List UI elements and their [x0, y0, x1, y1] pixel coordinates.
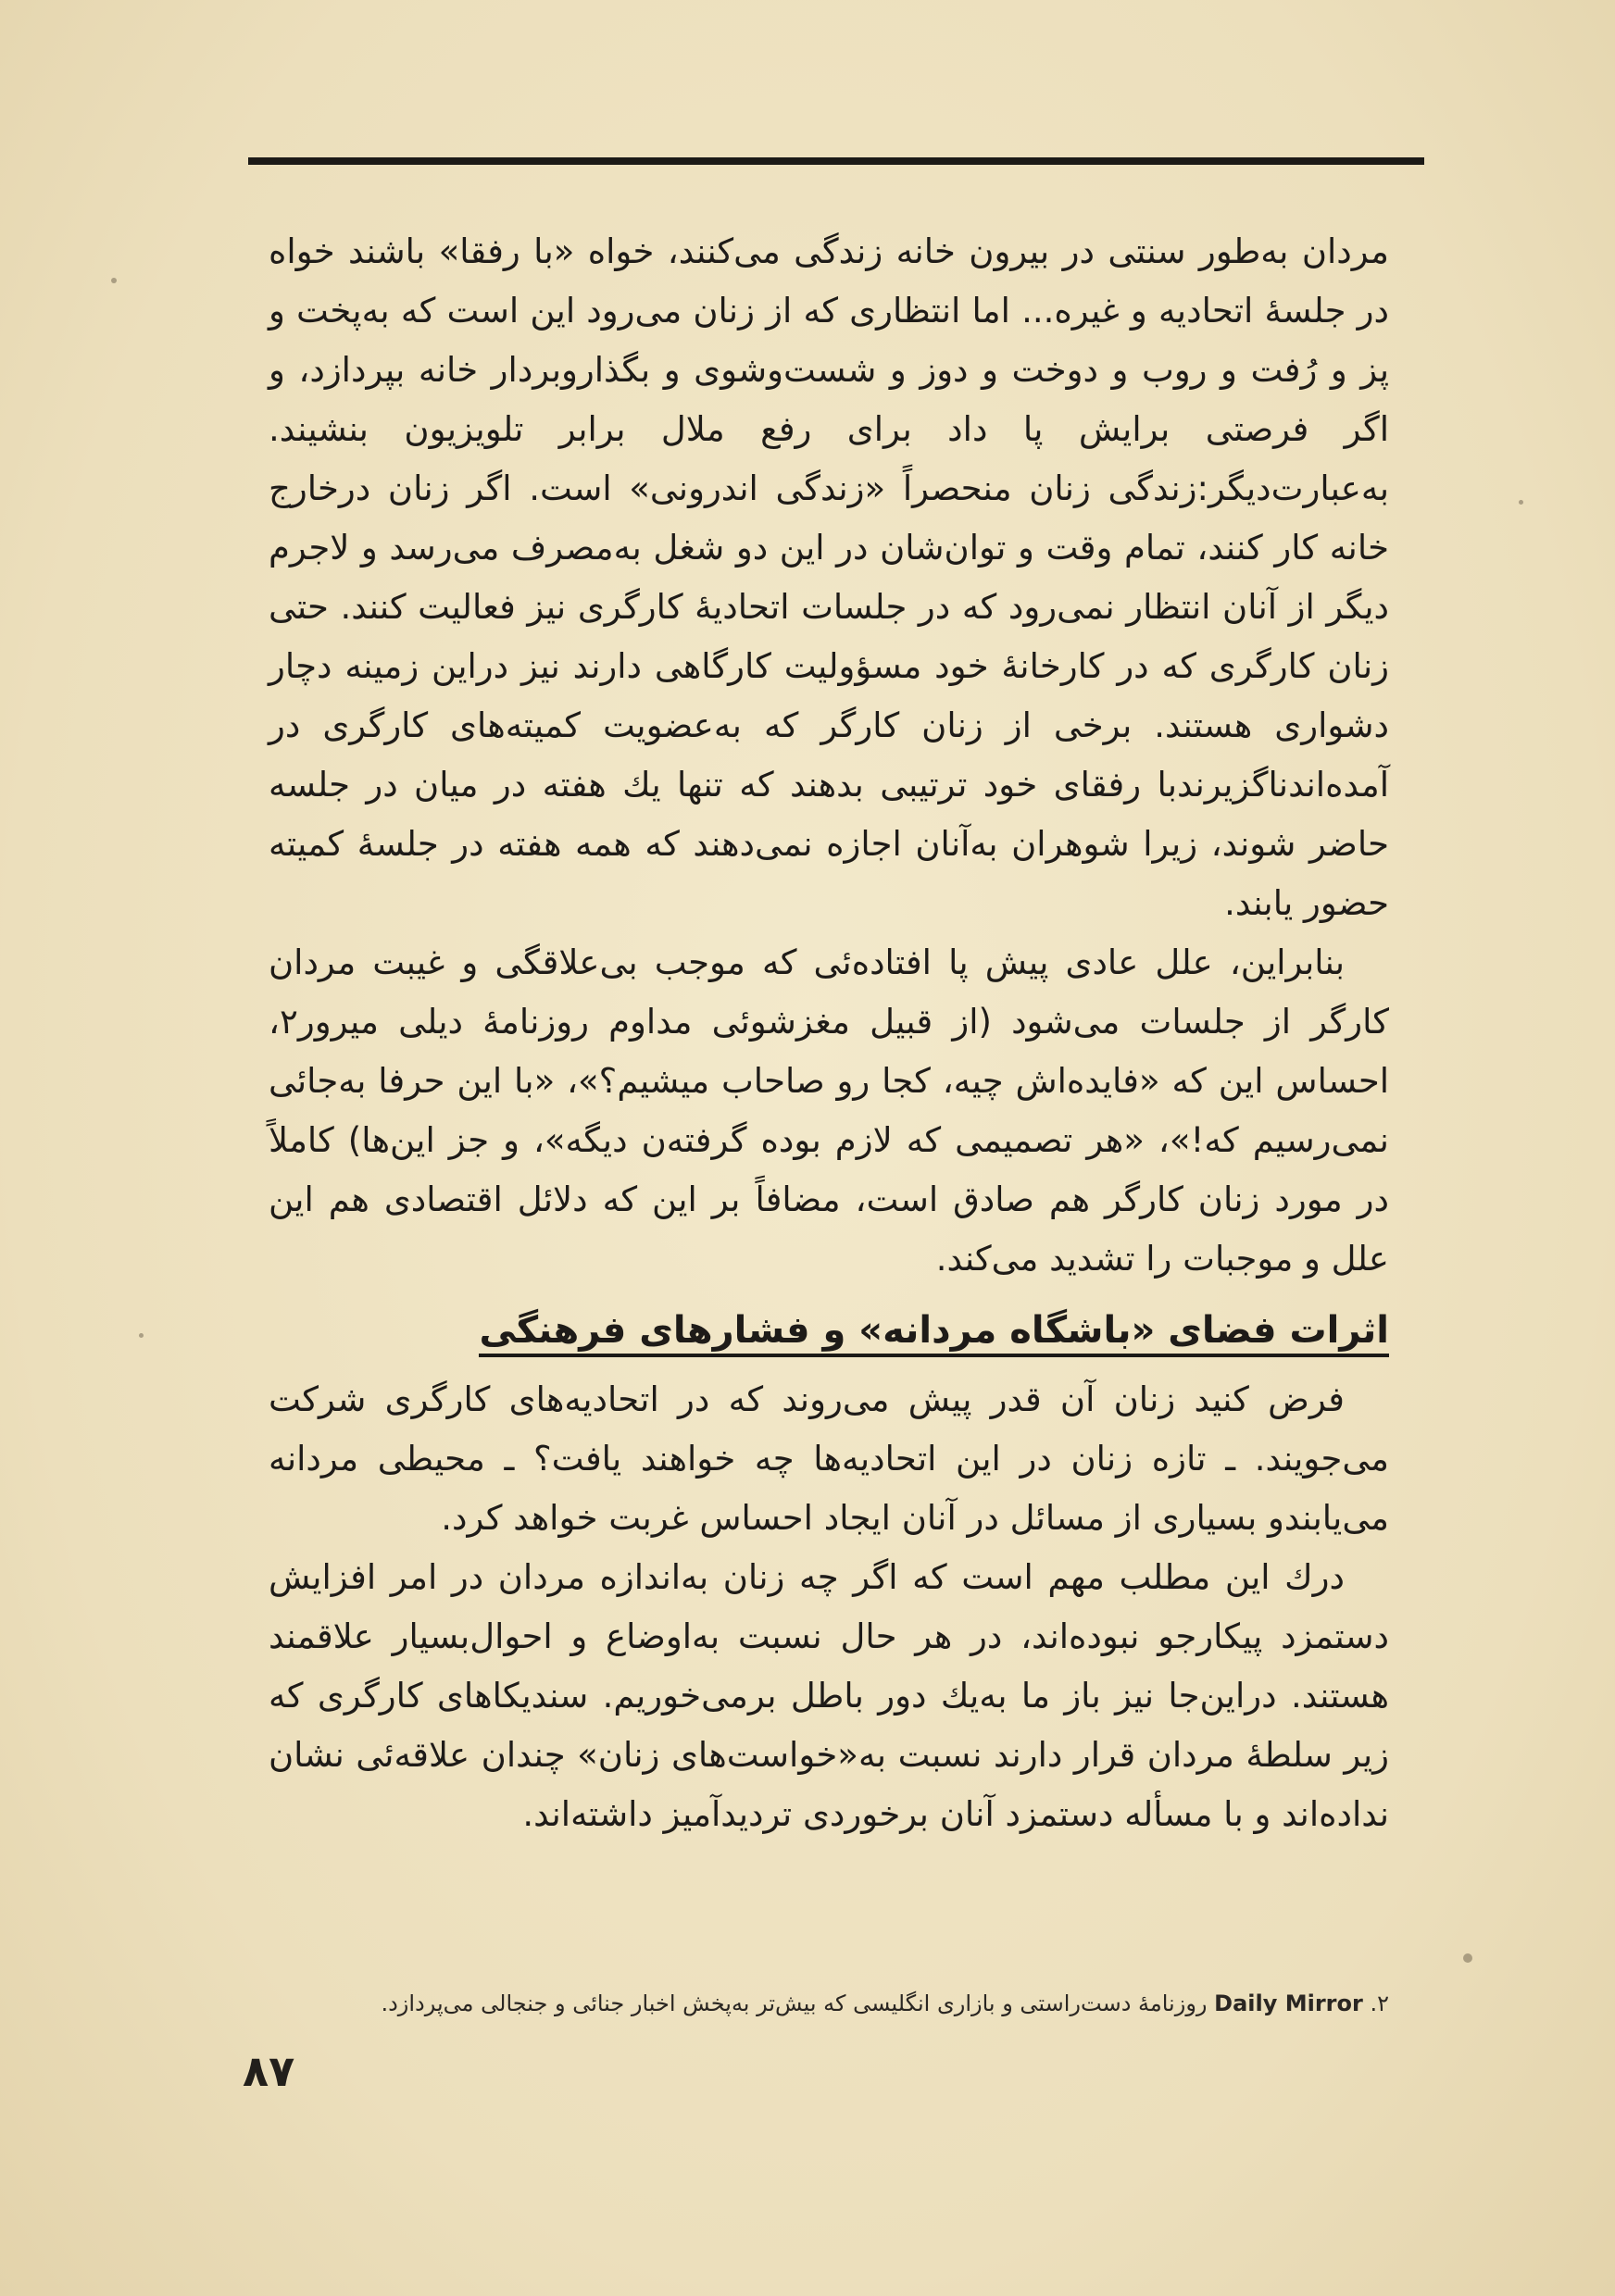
body-text: [269, 222, 1389, 1844]
paragraph-1: مردان به‌طور سنتی در بیرون خانه زندگی می‌کنند، خواه «با رفقا» باشند خواه در جلسهٔ اتحادیه و غیره... اما انتظاری که از زنان می‌رود این است که به‌پخت و پز و رُفت و روب و دوخت و دوز و شست‌وشوی و بگذاروبردار خانه بپردازد، و اگر فرصتی برایش پا داد برای رفع ملال برابر تلویزیون بنشیند. به‌عبارت‌دیگر:زندگی زنان منحصراً «زندگی اندرونی» است. اگر زنان درخارج خانه کار کنند، تمام وقت و توان‌شان در این دو شغل به‌مصرف می‌رسد و لاجرم دیگر از آنان انتظار نمی‌رود که در جلسات اتحادیهٔ کارگری نیز فعالیت کنند. حتی زنان کارگری که در کارخانهٔ خود مسؤولیت کارگاهی دارند نیز دراین زمینه دچار دشواری هستند. برخی از زنان کارگر که به‌عضویت کمیته‌های کارگری در آمده‌اندناگزیرندبا رفقای خود ترتیبی بدهند که تنها یك هفته در میان در جلسه حاضر شوند، زیرا شوهران به‌آنان اجازه نمی‌دهند که همه هفته در جلسهٔ کمیته حضور یابند.: [269, 231, 1389, 923]
paragraph-3: فرض کنید زنان آن قدر پیش می‌روند که در اتحادیه‌های کارگری شرکت می‌جویند. ـ تازه زنان در این اتحادیه‌ها چه خواهند یافت؟ ـ محیطی مردانه می‌یابندو بسیاری از مسائل در آنان ایجاد احساس غربت خواهد کرد.: [269, 1379, 1389, 1538]
footnote-text: روزنامهٔ دست‌راستی و بازاری انگلیسی که بیش‌تر به‌پخش اخبار جنائی و جنجالی می‌پردازد.: [381, 1990, 1208, 2016]
paper-speck: [1519, 500, 1523, 505]
header-rule: [248, 157, 1424, 165]
paper-speck: [139, 1333, 144, 1338]
paper-speck: [111, 278, 117, 283]
footnote-marker: ۲.: [1370, 1990, 1389, 2016]
paper-speck: [1463, 1953, 1472, 1963]
section-heading: [269, 1302, 1389, 1359]
paragraph-2: بنابراین، علل عادی پیش پا افتاده‌ئی که موجب بی‌علاقگی و غیبت مردان کارگر از جلسات می‌شود (از قبیل مغزشوئی مداوم روزنامهٔ دیلی میرور۲، احساس این که «فایده‌اش چیه، کجا رو صاحاب میشیم؟»، «با این حرفا به‌جائی نمی‌رسیم که!»، «هر تصمیمی که لازم بوده گرفته‌ن دیگه»، و جز این‌ها) کاملاً در مورد زنان کارگر هم صادق است، مضافاً بر این که دلائل اقتصادی هم این علل و موجبات را تشدید می‌کند.: [269, 942, 1389, 1279]
footnote-source: Daily Mirror: [1214, 1990, 1363, 2016]
footnote: [296, 1987, 1389, 2020]
section-heading-text: اثرات فضای «باشگاه مردانه» و فشارهای فرهنگی: [479, 1309, 1389, 1357]
page-number: ۸۷: [243, 2046, 295, 2096]
paragraph-4: درك این مطلب مهم است که اگر چه زنان به‌اندازه مردان در امر افزایش دستمزد پیکارجو نبوده‌اند، در هر حال نسبت به‌اوضاع و احوال‌بسیار علاقمند هستند. دراین‌جا نیز باز ما به‌یك دور باطل برمی‌خوریم. سندیکاهای کارگری که زیر سلطهٔ مردان قرار دارند نسبت به«خواست‌های زنان» چندان علاقه‌ئی نشان نداده‌اند و با مسأله دستمزد آنان برخوردی تردیدآمیز داشته‌اند.: [269, 1557, 1389, 1834]
